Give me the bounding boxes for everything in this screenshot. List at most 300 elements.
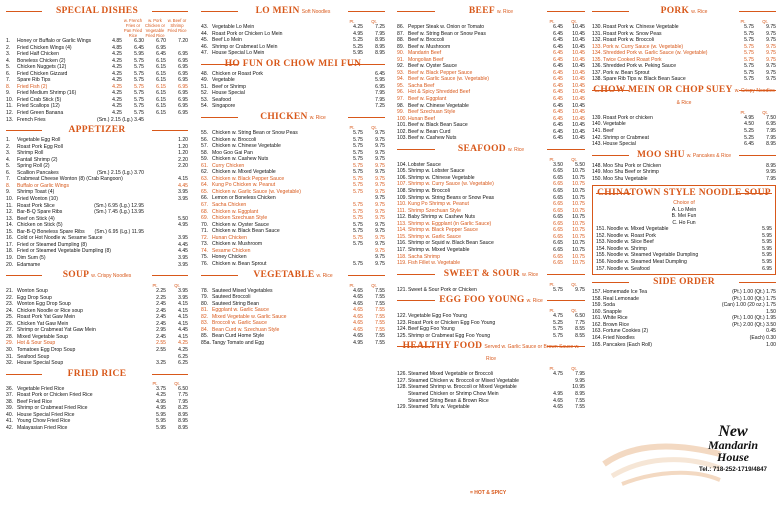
item-price: 8.55 (575, 332, 585, 339)
section-title-text: SOUP (62, 270, 90, 281)
item-name: Beef w. Black Bean Sauce (408, 122, 468, 129)
item-name: Wonton Soup (17, 288, 48, 295)
item-price: 10.45 (572, 63, 585, 70)
item-name: Fish Fillet w. Vegetable (408, 260, 461, 267)
item-price: 5.75 (353, 188, 363, 195)
item-price: 7.55 (375, 300, 385, 307)
item-name: Lobster Sauce (408, 161, 441, 168)
item-name: Chicken w. Black Bean Sauce (212, 228, 280, 235)
section-chow-mein-or-chop-suey (592, 85, 776, 148)
item-name: Buffalo or Garlic Wings (17, 182, 69, 189)
item-number: 165. (592, 341, 602, 348)
item-price: 6.45 (553, 82, 563, 89)
item-price: 4.75 (553, 313, 563, 320)
item-name: Shrimp w. String Beans or Snow Peas (408, 194, 495, 201)
item-number: 3. (6, 150, 11, 157)
item-number: 81. (201, 307, 209, 314)
item-number: 134. (592, 50, 602, 57)
item-name: Tangy Tomato and Egg (212, 339, 265, 346)
item-name: Beef w. Chinese Vegetable (408, 102, 469, 109)
section-title (397, 295, 585, 307)
item-price: 10.75 (572, 188, 585, 195)
item-price: 4.45 (178, 248, 188, 255)
item-price: 5.75 (353, 241, 363, 248)
item-price: 4.95 (553, 390, 563, 397)
item-number: 75. (201, 254, 209, 261)
item-price: 10.75 (572, 246, 585, 253)
item-number: 5. (6, 163, 11, 170)
item-price: 10.45 (572, 24, 585, 30)
item-price: 6.65 (553, 188, 563, 195)
item-name: Chicken Nuggets (12) (17, 64, 67, 71)
item-name: Singapore (212, 103, 236, 110)
item-price (144, 262, 166, 269)
item-number: 136. (592, 63, 602, 70)
item-price: 6.65 (553, 194, 563, 201)
item-name: Crabmeat Cheese Wonton (8) (Crab Rangoon) (17, 176, 123, 183)
item-price: 10.75 (572, 168, 585, 175)
item-number: 9. (6, 189, 11, 196)
section-special-dishes (6, 6, 188, 123)
item-number: 118. (397, 253, 407, 260)
item-price: 10.45 (572, 76, 585, 83)
item-price: 4.25 (112, 70, 122, 77)
item-name: Mongolian Beef (408, 56, 444, 63)
section-seafood (397, 144, 585, 267)
item-name: Beef or Shrimp (212, 83, 246, 90)
item-name: Beef w. Broccoli (408, 37, 445, 44)
item-price: 5.75 (353, 143, 363, 150)
item-price: 8.95 (766, 141, 776, 148)
item-price: 5.75 (353, 182, 363, 189)
item-name: Shrimp or Crabmeat Yat Gaw Mein (17, 327, 96, 334)
item-number: 45. (201, 37, 209, 44)
price-header-label: Qt. (571, 156, 577, 162)
item-number: 142. (592, 134, 602, 141)
item-number: 99. (397, 109, 405, 116)
item-name: Chicken Yat Gaw Mein (17, 320, 69, 327)
item-name: House Special Lo Mein (212, 50, 265, 57)
item-price: 7.55 (375, 313, 385, 320)
item-name: Chicken Szechuan Style (212, 215, 268, 222)
item-name: Shrimp w. Curry Sauce (w. Vegetable) (408, 181, 494, 188)
price-header-label: w. Beef or Shrimp Fried Rice (167, 18, 187, 33)
item-price: 5.95 (762, 232, 772, 239)
section-title-text: CHICKEN (260, 112, 308, 123)
item-name: Bean Curd Home Style (212, 333, 265, 340)
item-number: 69. (201, 215, 209, 222)
section-title-text: APPETIZER (68, 125, 126, 136)
item-price: 5.25 (744, 128, 754, 135)
item-price: 9.75 (375, 254, 385, 261)
item-name: Chicken or Roast Pork (212, 70, 263, 77)
item-number: 47. (201, 50, 209, 57)
item-price: 6.45 (553, 24, 563, 30)
price-header-label: Qt. (371, 282, 377, 288)
price-header-label: Pt. (740, 109, 746, 115)
item-price: 5.95 (762, 245, 772, 252)
item-number: 67. (201, 202, 209, 209)
item-number: 4. (6, 156, 11, 163)
item-number: 85a. (201, 339, 211, 346)
item-price: 2.45 (156, 301, 166, 308)
item-price: 10.45 (572, 89, 585, 96)
item-number: 106. (397, 174, 407, 181)
item-name: Soda (603, 302, 615, 309)
item-price: 1.20 (178, 137, 188, 144)
item-price: 6.15 (156, 96, 166, 103)
item-number: 14. (6, 222, 14, 229)
item-price: 10.75 (572, 214, 585, 221)
item-name: Vegetable Lo Mein (212, 24, 255, 30)
item-name: Beef w. Bean Curd (408, 128, 451, 135)
price-header-label: Qt. (571, 19, 577, 24)
item-price: 4.65 (553, 397, 563, 404)
item-price: 4.65 (353, 294, 363, 301)
item-price: 5.75 (134, 110, 144, 117)
item-name: Chicken w. String Bean or Snow Peas (212, 130, 298, 137)
item-price: 6.65 (553, 227, 563, 234)
item-price: 6.65 (553, 240, 563, 247)
item-price: 5.75 (744, 69, 754, 76)
item-number: 111. (397, 207, 407, 214)
item-name: House Special (212, 90, 245, 97)
price-header-label: Pt. (549, 281, 555, 287)
item-number: 97. (397, 96, 405, 103)
item-name: Fried or Steamed Dumpling (8) (17, 241, 87, 248)
item-number: 96. (397, 89, 405, 96)
item-price: 5.95 (134, 51, 144, 58)
item-number: 129. (397, 404, 407, 411)
item-price: 6.45 (156, 51, 166, 58)
item-price: 10.75 (572, 233, 585, 240)
section-subtitle: w. Rice (507, 146, 525, 153)
item-name: Vegetable Egg Foo Young (408, 313, 467, 320)
item-price: 5.25 (353, 43, 363, 50)
item-price: 8.95 (375, 50, 385, 57)
item-price: 6.95 (178, 90, 188, 97)
item-price: 6.50 (178, 385, 188, 392)
item-name: Noodle w. Steamed Meat Dumpling (607, 259, 687, 266)
item-price: 6.45 (553, 102, 563, 109)
price-header-label: Pt. (740, 19, 746, 24)
item-price: 7.55 (375, 333, 385, 340)
item-name: Sacha Shrimp (408, 253, 440, 260)
item-number: 102. (397, 128, 407, 135)
section-subtitle: w. Rice (691, 9, 708, 15)
item-price: 1.20 (178, 150, 188, 157)
item-name: Moo Shu Beef or Shrimp (603, 169, 659, 176)
item-number: 137. (592, 69, 602, 76)
item-number: 80. (201, 300, 209, 307)
column-4 (592, 4, 776, 350)
item-number: 159. (592, 302, 602, 309)
section-title-text: SWEET & SOUR (443, 268, 521, 279)
item-number: 31. (6, 353, 14, 360)
item-price: 1.50 (766, 308, 776, 315)
section-title-text: BEEF (468, 6, 495, 16)
item-number: 123. (397, 319, 407, 326)
item-name: Fried or Steamed Vegetable Dumpling (8) (17, 248, 112, 255)
item-name: House Special (603, 141, 636, 148)
item-price: 4.25 (178, 340, 188, 347)
item-price: 3.95 (178, 196, 188, 203)
item-number: 20. (6, 261, 14, 268)
item-price: 5.75 (353, 149, 363, 156)
item-name: Pepper Steak w. Onion or Tomato (408, 24, 485, 30)
item-price: 2.95 (156, 327, 166, 334)
item-price: (Sm.) 6.95 (Lg.) 12.95 (94, 202, 144, 209)
item-name: Seafood Soup (17, 353, 50, 360)
item-number: 32. (6, 360, 14, 367)
item-price: 5.75 (353, 260, 363, 267)
item-name: Fried Green Banana (17, 110, 64, 117)
item-price: 6.45 (375, 70, 385, 77)
item-price: 4.85 (112, 38, 122, 44)
item-price: 7.55 (375, 307, 385, 314)
item-price: 7.95 (575, 371, 585, 378)
item-number: 12. (6, 110, 14, 117)
item-number: 126. (397, 371, 407, 378)
item-price: 10.45 (572, 109, 585, 116)
item-price: 5.95 (156, 424, 166, 431)
menu-item (6, 262, 188, 269)
item-price: 9.75 (375, 182, 385, 189)
item-price (732, 176, 754, 183)
item-price: 4.95 (156, 405, 166, 412)
section-lo-mein (201, 6, 385, 57)
price-header-label: Qt. (571, 308, 577, 314)
item-number: 48. (201, 70, 209, 77)
price-header-label: Pt. (549, 19, 555, 24)
item-price: (Sm.) 2.15 (Lg.) 3.70 (97, 169, 144, 176)
menu-item (201, 103, 385, 110)
item-name: Steamed Chicken w. Broccoli or Mixed Vegetable (408, 377, 519, 384)
item-price: 3.95 (178, 189, 188, 196)
item-price: 9.75 (375, 143, 385, 150)
item-price: 5.75 (744, 30, 754, 37)
item-name: Real Lemonade (603, 295, 639, 302)
item-price: 6.15 (156, 64, 166, 71)
item-price: 5.50 (575, 161, 585, 168)
item-number: 138. (592, 76, 602, 83)
item-price: 4.25 (112, 57, 122, 64)
item-price: 9.95 (575, 377, 585, 384)
item-name: Steamed Tofu w. Vegetable (408, 404, 470, 411)
item-price: 10.75 (572, 181, 585, 188)
section-ho-fun-or-chow-mei-fun (201, 59, 385, 110)
item-name: Fried Chicken Wings (4) (17, 44, 72, 51)
item-price: 9.75 (375, 241, 385, 248)
item-name: Chicken w. Eggplant (212, 208, 259, 215)
section-title (201, 59, 385, 70)
item-number: 25. (6, 314, 14, 321)
item-price: 6.45 (553, 37, 563, 44)
item-price: 1.00 (766, 341, 776, 348)
item-price (144, 117, 166, 124)
item-price: 5.95 (156, 418, 166, 425)
item-price: 4.95 (744, 114, 754, 121)
item-name: Sacha Chicken (212, 202, 247, 209)
item-price: (Pt.) 1.00 (Qt.) 1.95 (732, 315, 776, 322)
item-price: 6.15 (156, 103, 166, 110)
item-name: Sauteed Mixed Vegetables (212, 287, 273, 294)
item-price: 10.45 (572, 122, 585, 129)
item-name: Fried Wonton (10) (17, 196, 58, 203)
section-side-order (592, 277, 776, 348)
item-name: Roast Pork Yat Gaw Mein (17, 314, 76, 321)
section-moo-shu (592, 150, 776, 183)
item-price: 2.45 (156, 314, 166, 321)
item-price: 10.45 (572, 43, 585, 50)
item-price: 7.95 (178, 398, 188, 405)
item-price: 7.95 (766, 134, 776, 141)
item-number: 9. (6, 90, 11, 97)
item-price: 5.75 (134, 103, 144, 110)
item-price: 5.75 (134, 57, 144, 64)
item-price: 10.45 (572, 30, 585, 37)
item-price: 4.65 (353, 326, 363, 333)
item-price: 6.15 (156, 70, 166, 77)
item-price: 5.95 (353, 50, 363, 57)
item-name: Broccoli w. Garlic Sauce (212, 320, 267, 327)
item-number: 21. (6, 288, 14, 295)
item-number: 53. (201, 96, 209, 103)
item-price: 4.15 (178, 314, 188, 321)
item-name: Shrimp or Crabmeat (603, 134, 649, 141)
item-number: 100. (397, 115, 407, 122)
section-title-text: LO MEIN (255, 6, 300, 16)
section-title-text: HO FUN OR CHOW MEI FUN (224, 58, 362, 69)
item-name: Shrimp w. Black Pepper Sauce (408, 227, 478, 234)
item-price: 4.45 (178, 241, 188, 248)
item-price: 6.95 (178, 96, 188, 103)
item-number: 73. (201, 241, 209, 248)
item-name: Chicken w. Garlic Sauce (w. Vegetable) (212, 188, 301, 195)
item-number: 18. (6, 248, 14, 255)
item-price: 6.95 (375, 83, 385, 90)
section-fried-rice (6, 369, 188, 432)
menu-item (397, 404, 585, 411)
item-price: 4.50 (744, 121, 754, 128)
item-price: (Sm.) 7.45 (Lg.) 13.95 (94, 209, 144, 216)
item-price: 10.45 (572, 96, 585, 103)
item-name: Roast Pork or Chicken Lo Mein (212, 30, 283, 37)
item-price: 6.45 (553, 135, 563, 142)
item-price: 4.85 (112, 44, 122, 51)
item-name: Steamed Chicken or Shrimp Chow Mein (408, 390, 499, 397)
item-price: 6.50 (575, 313, 585, 320)
item-number: 65. (201, 188, 209, 195)
item-name: Hunan Beef (408, 115, 435, 122)
item-name: Pork w. Curry Sauce (w. Vegetable) (603, 43, 684, 50)
item-name: Tomatoes Egg Drop Soup (17, 346, 76, 353)
item-price: 4.65 (353, 333, 363, 340)
item-price: (Pt.) 1.00 (Qt.) 1.75 (732, 295, 776, 302)
item-price: 4.15 (178, 301, 188, 308)
section-subtitle: w. Rice (316, 272, 333, 279)
item-name: Chicken w. Cashew Nuts (212, 156, 269, 163)
item-name: Chicken w. Broccoli (212, 136, 257, 143)
item-number: 93. (397, 69, 405, 76)
item-name: Shrimp Toast (4) (17, 189, 55, 196)
item-price: 6.45 (553, 89, 563, 96)
item-price: 4.25 (353, 24, 363, 30)
item-price: 10.75 (572, 207, 585, 214)
section-sweet-sour (397, 269, 585, 294)
item-name: Snapple (603, 308, 622, 315)
menu-item (397, 333, 585, 340)
item-price: 5.95 (375, 77, 385, 84)
item-number: 70. (201, 221, 209, 228)
item-number: 104. (397, 161, 407, 168)
item-price: 10.75 (572, 220, 585, 227)
item-name: Pork w. Bean Sprout (603, 69, 650, 76)
item-name: French Fries (17, 116, 46, 123)
item-price: 4.25 (112, 83, 122, 90)
price-header-label: Pt. (549, 366, 555, 372)
item-price: 5.75 (353, 130, 363, 137)
item-price: 9.75 (375, 149, 385, 156)
item-price: 5.75 (353, 136, 363, 143)
item-number: 3. (6, 51, 11, 58)
item-price: 9.75 (575, 286, 585, 293)
item-price: 6.95 (178, 51, 188, 58)
item-number: 36. (6, 385, 14, 392)
item-price: 7.50 (766, 114, 776, 121)
item-price: 5.75 (134, 90, 144, 97)
item-price: 5.95 (762, 226, 772, 233)
item-price: 9.75 (375, 175, 385, 182)
item-price: 6.95 (178, 83, 188, 90)
item-price: 6.95 (178, 57, 188, 64)
item-name: Fantail Shrimp (2) (17, 156, 58, 163)
section-title-text: SPECIAL DISHES (55, 6, 139, 16)
item-price: 9.75 (766, 37, 776, 44)
item-price: 2.55 (156, 346, 166, 353)
noodle-option: B. Mei Fun (671, 213, 697, 220)
item-price: 6.95 (178, 103, 188, 110)
item-number: 92. (397, 63, 405, 70)
item-price: 4.65 (353, 320, 363, 327)
item-price: 5.75 (744, 63, 754, 70)
item-price: 6.15 (156, 77, 166, 84)
item-price: 6.45 (553, 96, 563, 103)
item-price: 6.15 (156, 83, 166, 90)
item-name: Vegetable Fried Rice (17, 385, 65, 392)
item-name: Roast Pork w. Chinese Vegetable (603, 24, 679, 30)
item-price: 7.25 (375, 103, 385, 110)
item-price: 5.75 (353, 228, 363, 235)
item-price: 6.15 (156, 90, 166, 97)
price-header-label: Qt. (762, 19, 768, 24)
item-number: 113. (397, 220, 407, 227)
item-price: 5.75 (134, 77, 144, 84)
item-name: Bar-B-Q Spare Ribs (17, 209, 63, 216)
item-number: 121. (397, 286, 407, 293)
item-number: 44. (201, 30, 209, 37)
item-price: 7.55 (375, 294, 385, 301)
item-number: 72. (201, 234, 209, 241)
item-name: Spare Rib Tips (17, 77, 51, 84)
item-name: Young Chow Fried Rice (17, 418, 71, 425)
section-title (201, 6, 385, 18)
menu-item (592, 176, 776, 183)
item-number: 62. (201, 169, 209, 176)
item-name: Shrimp Szechuan Style (408, 207, 461, 214)
item-number: 131. (592, 30, 602, 37)
item-name: Spring Roll (2) (17, 163, 50, 170)
